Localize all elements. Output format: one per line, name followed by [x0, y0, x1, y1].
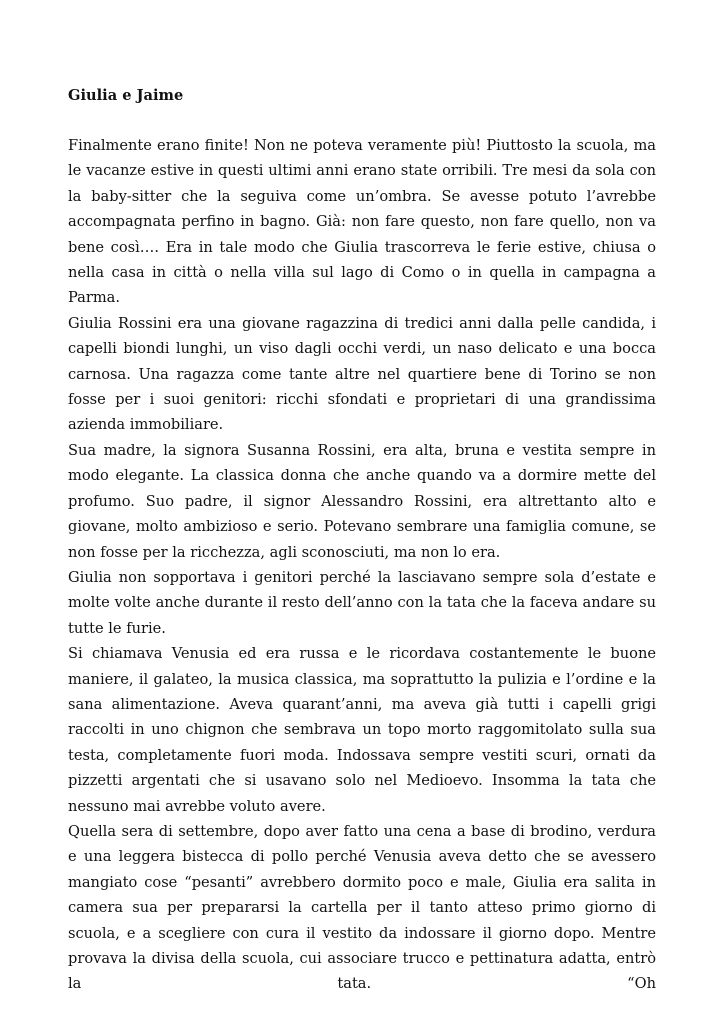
- paragraph-2: Giulia Rossini era una giovane ragazzina di tredici anni dalla pelle candida, i capelli biondi lunghi, un viso dagli occhi verdi, un naso delicato e una bocca carnosa. Una ragazza come tante altre nel quartiere bene di Torino se non fosse per i suoi genitori: ricchi sfondati e proprietari di una grandissima azienda immobiliare.: [68, 314, 656, 434]
- paragraph-5: Si chiamava Venusia ed era russa e le ricordava costantemente le buone maniere, il galateo, la musica classica, ma soprattutto la pulizia e l’ordine e la sana alimentazione. Aveva quarant’anni, ma aveva già tutti i capelli grigi raccolti in uno chignon che sembrava un topo morto raggomitolato sulla sua testa, completamente fuori moda. Indossava sempre vestiti scuri, ornati da pizzetti argentati che si usavano solo nel Medioevo. Insomma la tata che nessuno mai avrebbe voluto avere.: [68, 645, 656, 815]
- paragraph-4: Giulia non sopportava i genitori perché la lasciavano sempre sola d’estate e molte volte anche durante il resto dell’anno con la tata che la faceva andare su tutte le furie.: [68, 568, 656, 637]
- paragraph-6: Quella sera di settembre, dopo aver fatto una cena a base di brodino, verdura e una leggera bistecca di pollo perché Venusia aveva detto che se avessero mangiato cose “pesanti” avrebbero dormito poco e male, Giulia era salita in camera sua per prepararsi la cartella per il tanto atteso primo giorno di scuola, e a scegliere con cura il vestito da indossare il giorno dopo. Mentre provava la divisa della scuola, cui associare trucco e pettinatura adatta, entrò la tata. “Oh: [68, 822, 656, 993]
- paragraph-3: Sua madre, la signora Susanna Rossini, era alta, bruna e vestita sempre in modo elegante. La classica donna che anche quando va a dormire mette del profumo. Suo padre, il signor Alessandro Rossini, era altrettanto alto e giovane, molto ambizioso e serio. Potevano sembrare una famiglia comune, se non fosse per la ricchezza, agli sconosciuti, ma non lo era.: [68, 441, 656, 561]
- paragraph-1: Finalmente erano finite! Non ne poteva veramente più! Piuttosto la scuola, ma le vacanze estive in questi ultimi anni erano state orribili. Tre mesi da sola con la baby-sitter che la seguiva come un’ombra. Se avesse potuto l’avrebbe accompagnata perfino in bagno. Già: non fare questo, non fare quello, non va bene così…. Era in tale modo che Giulia trascorreva le ferie estive, chiusa o nella casa in città o nella villa sul lago di Como o in quella in campagna a Parma.: [68, 137, 656, 307]
- document-page: [68, 84, 656, 997]
- document-title: Giulia e Jaime: [68, 87, 184, 104]
